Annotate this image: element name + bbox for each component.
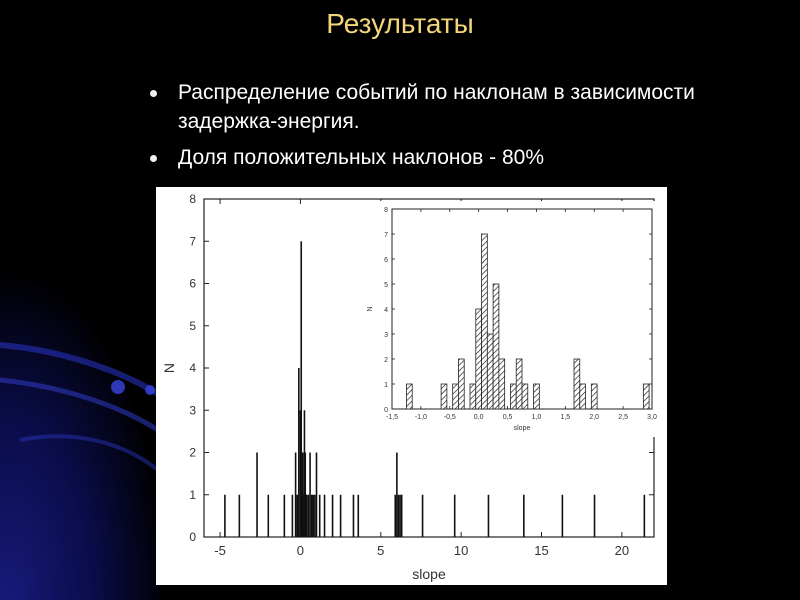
inset-bar bbox=[458, 359, 464, 409]
inset-bar bbox=[406, 384, 412, 409]
main-x-axis-label: slope bbox=[412, 566, 446, 582]
inset-bar bbox=[487, 334, 493, 409]
inset-x-tick-label: -1,5 bbox=[385, 414, 399, 421]
bullet-item bbox=[148, 78, 708, 136]
main-y-tick-label: 7 bbox=[189, 234, 196, 249]
main-y-tick-label: 5 bbox=[189, 318, 196, 333]
main-x-tick-label: -5 bbox=[214, 543, 226, 558]
inset-bar bbox=[534, 384, 540, 409]
inset-x-axis-label: slope bbox=[513, 425, 531, 432]
inset-bar bbox=[476, 309, 482, 409]
bullet-item bbox=[148, 143, 708, 172]
bullet-text: Доля положительных наклонов - 80% bbox=[178, 146, 545, 169]
inset-y-tick-label: 1 bbox=[384, 382, 388, 389]
main-y-tick-label: 1 bbox=[189, 487, 196, 502]
histogram-figure bbox=[156, 187, 667, 585]
main-y-tick-label: 4 bbox=[189, 361, 196, 375]
main-x-tick-label: 15 bbox=[534, 543, 549, 558]
inset-y-tick-label: 8 bbox=[384, 207, 388, 214]
inset-bar bbox=[516, 359, 522, 409]
inset-bar bbox=[482, 234, 488, 409]
inset-y-tick-label: 3 bbox=[384, 332, 388, 339]
main-y-tick-label: 6 bbox=[189, 276, 196, 291]
inset-y-tick-label: 7 bbox=[384, 232, 388, 239]
main-y-tick-label: 8 bbox=[189, 192, 196, 206]
inset-x-tick-label: 2,0 bbox=[589, 414, 600, 421]
inset-x-tick-label: -1,0 bbox=[414, 414, 427, 421]
bullet-list bbox=[148, 78, 708, 179]
inset-bar bbox=[574, 359, 580, 409]
inset-bar bbox=[441, 384, 447, 409]
inset-bar bbox=[470, 384, 476, 409]
inset-bar bbox=[510, 384, 516, 409]
inset-bar bbox=[591, 384, 597, 409]
inset-bar bbox=[643, 384, 649, 409]
inset-bar bbox=[499, 359, 505, 409]
inset-y-tick-label: 6 bbox=[384, 257, 388, 264]
main-x-tick-label: 10 bbox=[453, 543, 469, 558]
histogram-chart bbox=[156, 187, 667, 585]
inset-bar bbox=[453, 384, 459, 409]
inset-bar bbox=[580, 384, 586, 409]
main-y-tick-label: 2 bbox=[189, 445, 196, 460]
inset-x-tick-label: 2,5 bbox=[618, 414, 628, 421]
inset-y-tick-label: 2 bbox=[384, 357, 388, 364]
inset-x-tick-label: 1,5 bbox=[560, 414, 571, 421]
slide-title: Результаты bbox=[326, 8, 474, 39]
inset-x-tick-label: 0,0 bbox=[473, 414, 484, 421]
main-x-tick-label: 0 bbox=[296, 543, 305, 558]
bullet-dot-icon bbox=[150, 90, 157, 97]
inset-bar bbox=[522, 384, 528, 409]
inset-x-tick-label: 0,5 bbox=[502, 414, 513, 421]
main-y-tick-label: 3 bbox=[189, 403, 196, 418]
inset-y-tick-label: 0 bbox=[384, 407, 388, 414]
inset-bar bbox=[493, 284, 499, 409]
main-y-axis-label: N bbox=[161, 362, 177, 374]
main-x-tick-label: 20 bbox=[614, 543, 630, 558]
main-x-tick-label: 5 bbox=[377, 543, 385, 558]
main-y-tick-label: 0 bbox=[189, 530, 196, 544]
inset-x-tick-label: -0,5 bbox=[443, 414, 456, 421]
bullet-dot-icon bbox=[150, 155, 157, 162]
inset-y-axis-label: N bbox=[367, 306, 374, 312]
inset-y-tick-label: 5 bbox=[384, 282, 388, 289]
inset-y-tick-label: 4 bbox=[384, 307, 388, 314]
inset-x-tick-label: 1,0 bbox=[531, 414, 542, 421]
bullet-text: Распределение событий по наклонам в зависимости задержка-энергия. bbox=[178, 81, 695, 133]
inset-x-tick-label: 3,0 bbox=[647, 414, 657, 421]
